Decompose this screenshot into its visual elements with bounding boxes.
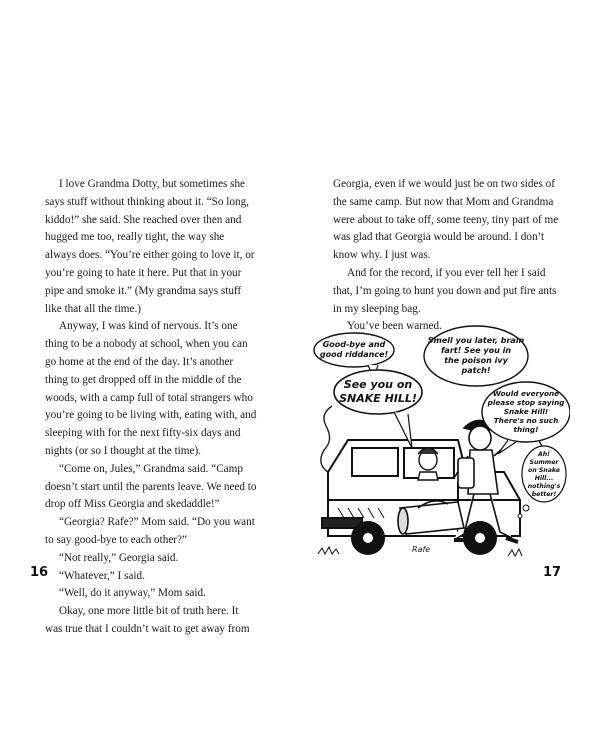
duffel-bag (398, 501, 464, 554)
bubble-text: See you on (343, 378, 413, 391)
bubble-text: please stop saying (487, 398, 565, 407)
left-page-text (45, 176, 257, 639)
bubble-text: the poison ivy (444, 356, 508, 365)
speech-bubble-would (482, 382, 570, 454)
speech-bubble-snake-hill (334, 370, 422, 448)
paragraph: I love Grandma Dotty, but sometimes she says stuff without thinking about it. “So long, kiddo!” she said. She reached over then and hugged me too, really tight, the way she always does. “You’re either going to love it, or you’re going to hate it here. Put that in your pipe and smoke it.” (My grandma says stuff like that all the time.) (45, 178, 255, 315)
bubble-text: SNAKE HILL! (339, 392, 417, 405)
bubble-text: Summer (529, 459, 559, 466)
paragraph: You’ve been warned. (347, 320, 442, 333)
bubble-text: Snake Hill! (503, 407, 549, 416)
bubble-text: on Snake (528, 467, 560, 474)
bubble-text: Good-bye and (322, 340, 386, 349)
girl-figure (418, 448, 438, 480)
paragraph: Georgia, even if we would just be on two sides of the same camp. But now that Mom and Grandma were about to take off, some teeny, tiny part of me was glad that Georgia would be around. I don’t know why. I just was. (333, 178, 559, 262)
cartoon-illustration (308, 322, 570, 580)
bubble-text: There's no such (493, 416, 559, 425)
right-page-text (333, 176, 565, 336)
bubble-text: Smell you later, brain (427, 336, 525, 345)
thought-bubble-summer (518, 446, 566, 518)
page-number-left: 16 (30, 565, 49, 580)
speech-bubble-smell (424, 326, 528, 386)
bubble-text: thing! (513, 425, 539, 434)
paragraph: “Not really,” Georgia said. (59, 551, 179, 564)
bubble-text: Hill... (534, 475, 554, 482)
paragraph: And for the record, if you ever tell her I said that, I’m going to hunt you down and put fire ants in my sleeping bag. (333, 266, 557, 315)
paragraph: “Whatever,” I said. (59, 569, 145, 582)
bubble-text: Would everyone (492, 389, 560, 398)
paragraph: “Well, do it anyway,” Mom said. (59, 587, 206, 600)
page-number-right: 17 (543, 565, 562, 580)
paragraph: “Come on, Jules,” Grandma said. “Camp doesn’t start until the parents leave. We need to drop off Miss Georgia and skedaddle!” (45, 462, 257, 511)
bubble-text: good riddance! (319, 350, 389, 359)
bubble-text: patch! (461, 366, 491, 375)
bag-label: Rafe (412, 545, 431, 554)
paragraph: Anyway, I was kind of nervous. It’s one thing to be a nobody at school, when you can go home at the end of the day. It’s another thing to get dropped off in the middle of the woods, with a camp full of total strangers who you’re going to be living with, eating with, and sleeping with for the next fifty-six days and nights (or so I thought at the time). (45, 320, 257, 457)
bubble-text: better! (531, 491, 557, 498)
paragraph: Okay, one more little bit of truth here. It was true that I couldn’t wait to get away from (45, 605, 250, 635)
bubble-text: nothing's (527, 483, 561, 490)
bubble-text: fart! See you in (440, 346, 512, 355)
paragraph: “Georgia? Rafe?” Mom said. “Do you want to say good-bye to each other?” (45, 516, 255, 546)
bubble-text: Ah! (537, 451, 551, 458)
